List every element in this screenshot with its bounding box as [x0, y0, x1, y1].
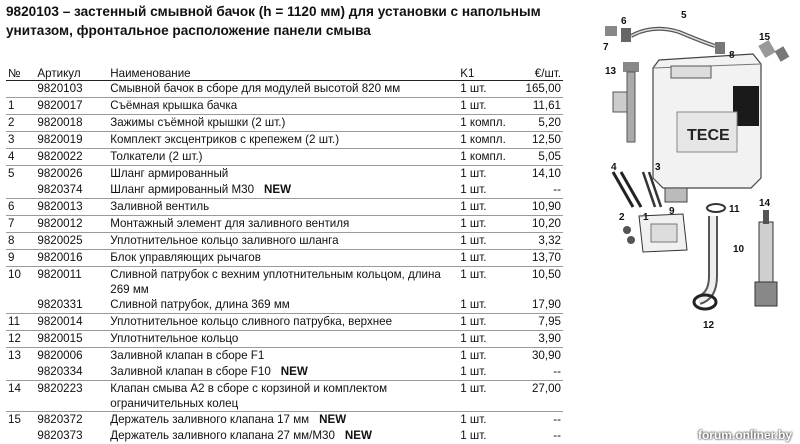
cell-no	[6, 199, 35, 216]
table-row	[6, 199, 563, 216]
cell-k1-text: 1 шт.	[460, 167, 487, 180]
cell-name	[108, 216, 458, 233]
cell-k1-text: 1 шт.	[460, 365, 487, 378]
cell-k1	[458, 381, 523, 412]
cell-k1-text: 1 шт.	[460, 268, 487, 281]
cell-no	[6, 381, 35, 412]
cell-article	[35, 428, 108, 444]
cell-k1-text: 1 шт.	[460, 382, 487, 395]
cell-k1	[458, 233, 523, 250]
cell-no-text: 6	[8, 200, 15, 213]
cell-price	[523, 98, 563, 115]
cell-price-text: 10,90	[531, 200, 561, 213]
cell-price	[523, 166, 563, 183]
cell-price-text: 3,32	[538, 234, 561, 247]
cell-name	[108, 267, 458, 298]
cell-name	[108, 381, 458, 412]
cell-name-text: Клапан смыва A2 в сборе с корзиной и комплектом ограничительных колец	[110, 382, 388, 410]
holder-part-15b	[775, 46, 790, 61]
cell-k1-text: 1 шт.	[460, 99, 487, 112]
cell-article-text: 9820006	[37, 349, 83, 362]
table-row	[6, 412, 563, 429]
lever-block-9	[665, 188, 687, 202]
cell-no-text: 13	[8, 349, 21, 362]
clip-2b	[627, 236, 635, 244]
header-price: €/шт.	[523, 64, 563, 81]
cell-article-text: 9820017	[37, 99, 83, 112]
new-badge: NEW	[264, 183, 292, 196]
cell-no	[6, 149, 35, 166]
flush-valve-14	[759, 222, 773, 282]
cell-k1	[458, 81, 523, 98]
cell-k1	[458, 364, 523, 381]
cell-article-text: 9820019	[37, 133, 83, 146]
cell-article-text: 9820013	[37, 200, 83, 213]
cell-price	[523, 428, 563, 444]
cell-k1	[458, 314, 523, 331]
cell-article-text: 9820331	[37, 298, 83, 311]
table-row	[6, 331, 563, 348]
cell-k1-text: 1 шт.	[460, 82, 487, 95]
cell-price	[523, 233, 563, 250]
cell-price	[523, 348, 563, 365]
cell-article-text: 9820103	[37, 82, 83, 95]
label-2: 2	[619, 212, 625, 223]
cell-k1	[458, 216, 523, 233]
table-row	[6, 81, 563, 98]
cell-k1-text: 1 шт.	[460, 200, 487, 213]
cell-name-text: Съёмная крышка бачка	[110, 99, 238, 112]
cell-name-text: Шланг армированный M30	[110, 183, 255, 196]
table-row	[6, 364, 563, 381]
cell-no	[6, 81, 35, 98]
label-14: 14	[759, 198, 771, 209]
cell-k1	[458, 297, 523, 314]
cell-no-text: 15	[8, 413, 21, 426]
cell-price	[523, 381, 563, 412]
cell-no-text: 4	[8, 150, 15, 163]
cell-name	[108, 250, 458, 267]
cell-article-text: 9820223	[37, 382, 83, 395]
table-header-row	[6, 64, 563, 81]
cell-article	[35, 166, 108, 183]
cell-no-text: 7	[8, 217, 15, 230]
cell-price-text: --	[553, 365, 561, 378]
cell-article	[35, 233, 108, 250]
cell-k1-text: 1 компл.	[460, 116, 506, 129]
cell-article	[35, 364, 108, 381]
cell-k1-text: 1 компл.	[460, 133, 506, 146]
cell-price	[523, 314, 563, 331]
label-4: 4	[611, 162, 617, 173]
cell-article	[35, 331, 108, 348]
table-row	[6, 314, 563, 331]
cell-name-text: Сливной патрубок, длина 369 мм	[110, 298, 290, 311]
cell-price-text: --	[553, 413, 561, 426]
cell-k1	[458, 267, 523, 298]
label-9: 9	[669, 206, 675, 217]
table-row	[6, 297, 563, 314]
cell-k1	[458, 412, 523, 429]
label-5: 5	[681, 10, 687, 21]
new-badge: NEW	[280, 365, 308, 378]
label-6: 6	[621, 16, 627, 27]
cell-name-text: Комплект эксцентриков с крепежем (2 шт.)	[110, 133, 340, 146]
cell-name	[108, 331, 458, 348]
cell-price-text: 165,00	[525, 82, 561, 95]
cell-name	[108, 233, 458, 250]
cell-price-text: 7,95	[538, 315, 561, 328]
cell-k1-text: 1 компл.	[460, 150, 506, 163]
cell-no-text: 14	[8, 382, 21, 395]
header-name: Наименование	[108, 64, 458, 81]
cell-no	[6, 250, 35, 267]
seal-part-8	[715, 42, 725, 54]
table-row	[6, 348, 563, 365]
cell-article-text: 9820334	[37, 365, 83, 378]
cell-k1	[458, 149, 523, 166]
cell-article	[35, 314, 108, 331]
clip-2a	[623, 226, 631, 234]
cell-price	[523, 250, 563, 267]
cell-price-text: 5,05	[538, 150, 561, 163]
brand-logo: TECE	[687, 127, 730, 144]
cell-k1-text: 1 шт.	[460, 429, 487, 442]
cell-k1-text: 1 шт.	[460, 183, 487, 196]
cell-name-text: Заливной клапан в сборе F10	[110, 365, 271, 378]
cell-article-text: 9820012	[37, 217, 83, 230]
label-15: 15	[759, 32, 771, 43]
cell-article	[35, 199, 108, 216]
cell-price	[523, 216, 563, 233]
table-row	[6, 250, 563, 267]
cell-k1-text: 1 шт.	[460, 217, 487, 230]
label-12: 12	[703, 320, 715, 331]
cell-name	[108, 348, 458, 365]
cell-article	[35, 381, 108, 412]
cell-name-text: Монтажный элемент для заливного вентиля	[110, 217, 350, 230]
cell-price-text: 5,20	[538, 116, 561, 129]
cell-k1	[458, 115, 523, 132]
cell-no	[6, 233, 35, 250]
cell-article	[35, 216, 108, 233]
cell-no-text: 9	[8, 251, 15, 264]
cell-price	[523, 267, 563, 298]
cell-k1-text: 1 шт.	[460, 315, 487, 328]
new-badge: NEW	[344, 429, 372, 442]
cell-name	[108, 81, 458, 98]
cell-name-text: Заливной вентиль	[110, 200, 210, 213]
table-row	[6, 115, 563, 132]
cell-no-text: 3	[8, 133, 15, 146]
cell-k1-text: 1 шт.	[460, 349, 487, 362]
table-row	[6, 166, 563, 183]
cell-name-text: Смывной бачок в сборе для модулей высотой 820 мм	[110, 82, 401, 95]
cell-article	[35, 132, 108, 149]
cell-name-text: Уплотнительное кольцо сливного патрубка, верхнее	[110, 315, 393, 328]
cell-name	[108, 149, 458, 166]
cell-no	[6, 331, 35, 348]
cell-price	[523, 412, 563, 429]
seal-ring-11	[707, 204, 725, 212]
new-badge: NEW	[319, 413, 347, 426]
cell-article	[35, 182, 108, 199]
table-row	[6, 381, 563, 412]
cell-k1-text: 1 шт.	[460, 332, 487, 345]
cell-article-text: 9820022	[37, 150, 83, 163]
cell-name-text: Зажимы съёмной крышки (2 шт.)	[110, 116, 286, 129]
cell-article-text: 9820011	[37, 268, 82, 281]
cell-name-text: Держатель заливного клапана 27 мм/M30	[110, 429, 335, 442]
cell-no	[6, 166, 35, 183]
cell-no	[6, 98, 35, 115]
cell-k1	[458, 166, 523, 183]
watermark: forum.onliner.by	[697, 428, 792, 442]
cell-name	[108, 166, 458, 183]
cell-name	[108, 98, 458, 115]
cell-no	[6, 216, 35, 233]
cell-name-text: Уплотнительное кольцо	[110, 332, 239, 345]
cell-article	[35, 149, 108, 166]
cell-k1	[458, 199, 523, 216]
table-row	[6, 149, 563, 166]
cell-no-text: 11	[8, 315, 21, 328]
cell-price	[523, 132, 563, 149]
page-title	[6, 2, 581, 40]
cell-no	[6, 412, 35, 429]
cell-no	[6, 182, 35, 199]
label-7: 7	[603, 42, 609, 53]
cell-article	[35, 81, 108, 98]
parts-table	[6, 64, 563, 444]
cell-price-text: 10,50	[531, 268, 561, 281]
cell-name-text: Толкатели (2 шт.)	[110, 150, 203, 163]
fill-valve-13	[627, 72, 635, 142]
cell-price-text: 27,00	[531, 382, 561, 395]
table-row	[6, 267, 563, 298]
cell-k1-text: 1 шт.	[460, 298, 487, 311]
cell-price-text: 14,10	[531, 167, 561, 180]
cell-article	[35, 412, 108, 429]
cell-k1	[458, 98, 523, 115]
cell-price	[523, 199, 563, 216]
label-13: 13	[605, 66, 617, 77]
cell-no	[6, 364, 35, 381]
cell-article	[35, 348, 108, 365]
exploded-diagram	[583, 2, 798, 342]
cell-price-text: 10,20	[531, 217, 561, 230]
table-row	[6, 428, 563, 444]
label-8: 8	[729, 50, 735, 61]
cell-k1	[458, 250, 523, 267]
table-row	[6, 182, 563, 199]
cell-price	[523, 149, 563, 166]
cell-no	[6, 115, 35, 132]
cell-price	[523, 81, 563, 98]
cell-no-text: 1	[8, 99, 15, 112]
cell-price	[523, 297, 563, 314]
cell-article	[35, 98, 108, 115]
cell-article-text: 9820373	[37, 429, 83, 442]
header-no: №	[6, 64, 35, 81]
cell-name	[108, 115, 458, 132]
cell-no	[6, 428, 35, 444]
cell-name	[108, 428, 458, 444]
table-body	[6, 81, 563, 444]
cell-price	[523, 115, 563, 132]
cell-name	[108, 182, 458, 199]
cell-k1	[458, 348, 523, 365]
header-article: Артикул	[35, 64, 108, 81]
table-row	[6, 132, 563, 149]
cell-k1	[458, 331, 523, 348]
cell-article	[35, 297, 108, 314]
label-3: 3	[655, 162, 661, 173]
cell-article-text: 9820016	[37, 251, 83, 264]
cell-article-text: 9820025	[37, 234, 83, 247]
cell-price-text: 12,50	[531, 133, 561, 146]
cell-price-text: 17,90	[531, 298, 561, 311]
cell-no	[6, 267, 35, 298]
cell-price-text: 30,90	[531, 349, 561, 362]
cell-k1-text: 1 шт.	[460, 251, 487, 264]
cell-no	[6, 348, 35, 365]
cell-article-text: 9820372	[37, 413, 83, 426]
cell-no	[6, 314, 35, 331]
cell-no-text: 12	[8, 332, 21, 345]
top-opening	[671, 66, 711, 78]
label-10: 10	[733, 244, 745, 255]
cell-price	[523, 182, 563, 199]
valve-head-13	[623, 62, 639, 72]
table-row	[6, 98, 563, 115]
cell-name	[108, 199, 458, 216]
cell-price-text: --	[553, 429, 561, 442]
cell-article	[35, 115, 108, 132]
cell-article-text: 9820026	[37, 167, 83, 180]
cell-price-text: 3,90	[538, 332, 561, 345]
cell-name	[108, 412, 458, 429]
cell-no	[6, 132, 35, 149]
table-row	[6, 233, 563, 250]
cell-name	[108, 364, 458, 381]
cell-article-text: 9820374	[37, 183, 83, 196]
label-1: 1	[643, 212, 649, 223]
title-code: 9820103	[6, 4, 59, 19]
label-11: 11	[729, 204, 740, 215]
cell-name	[108, 314, 458, 331]
cell-no-text: 8	[8, 234, 15, 247]
cell-name-text: Заливной клапан в сборе F1	[110, 349, 265, 362]
cell-article	[35, 267, 108, 298]
cell-name	[108, 297, 458, 314]
cell-k1-text: 1 шт.	[460, 234, 487, 247]
cell-name	[108, 132, 458, 149]
cell-k1-text: 1 шт.	[460, 413, 487, 426]
cell-article-text: 9820014	[37, 315, 83, 328]
cell-name-text: Шланг армированный	[110, 167, 229, 180]
header-k1: K1	[458, 64, 523, 81]
cell-name-text: Блок управляющих рычагов	[110, 251, 261, 264]
cell-k1	[458, 182, 523, 199]
cell-article-text: 9820018	[37, 116, 83, 129]
cell-price	[523, 331, 563, 348]
cell-name-text: Сливной патрубок с вехним уплотнительным кольцом, длина 269 мм	[110, 268, 441, 296]
cell-article	[35, 250, 108, 267]
cell-price-text: 13,70	[531, 251, 561, 264]
table-row	[6, 216, 563, 233]
title-text: – застенный смывной бачок (h = 1120 мм) для установки с напольным унитазом, фронтальное расположение панели смыва	[6, 4, 541, 38]
cell-k1	[458, 428, 523, 444]
cell-price-text: 11,61	[532, 99, 561, 112]
cell-name-text: Уплотнительное кольцо заливного шланга	[110, 234, 339, 247]
cell-no-text: 10	[8, 268, 21, 281]
cell-name-text: Держатель заливного клапана 17 мм	[110, 413, 310, 426]
valve-part-6	[621, 28, 631, 42]
cell-article-text: 9820015	[37, 332, 83, 345]
cell-no-text: 2	[8, 116, 15, 129]
cell-no	[6, 297, 35, 314]
cell-k1	[458, 132, 523, 149]
mount-part-7	[605, 26, 617, 36]
cell-price-text: --	[553, 183, 561, 196]
cell-no-text: 5	[8, 167, 15, 180]
cell-price	[523, 364, 563, 381]
